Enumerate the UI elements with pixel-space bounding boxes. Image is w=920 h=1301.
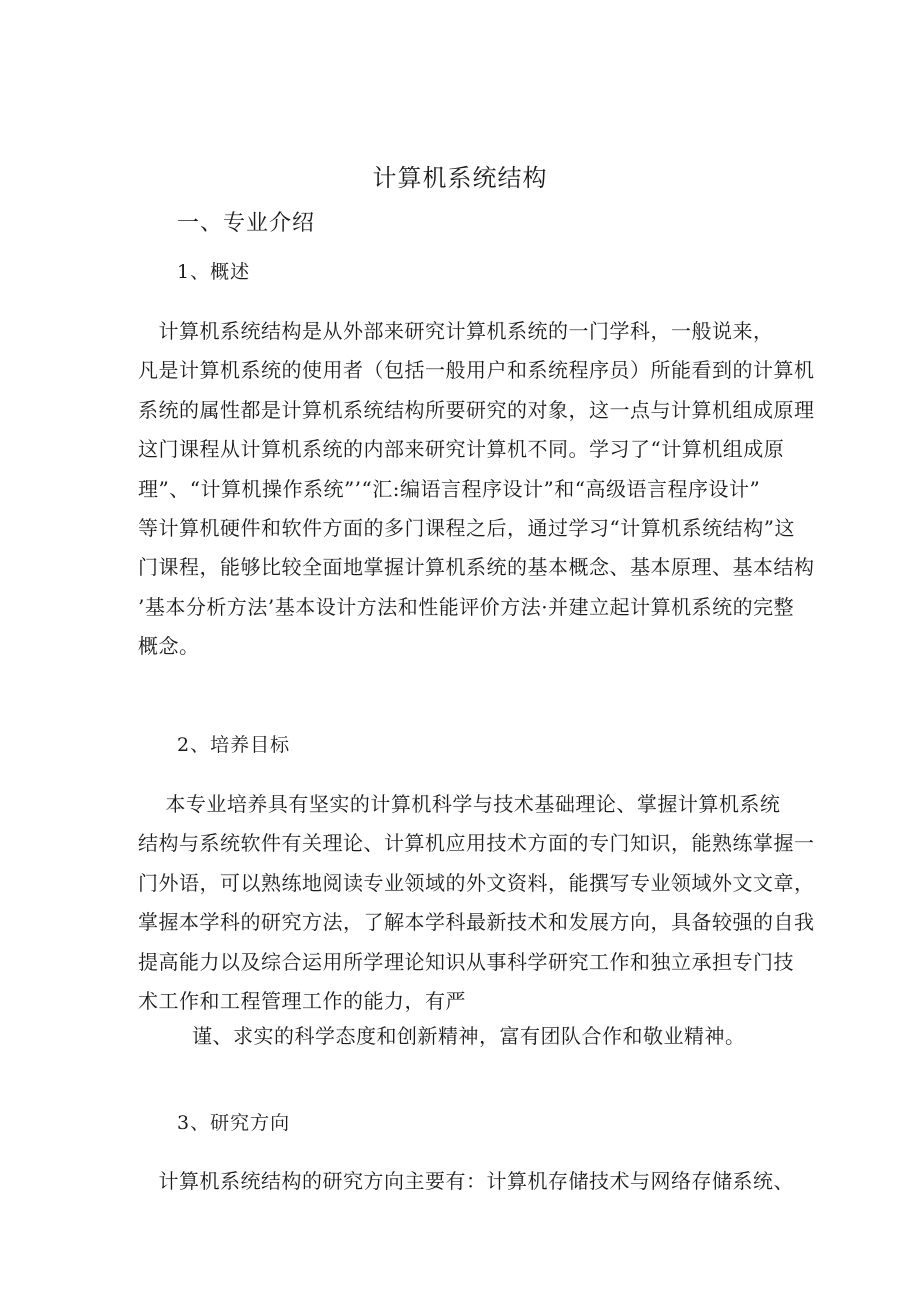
paragraph-line: 概念。 [138,634,200,659]
paragraph-line: 等计算机硬件和软件方面的多门课程之后，通过学习“计算机系统结构”这 [138,516,795,541]
paragraph-line: 本专业培养具有坚实的计算机科学与技术基础理论、掌握计算机系统 [138,792,781,816]
paragraph-line: ’基本分析方法’基本设计方法和性能评价方法·并建立起计算机系统的完整 [138,594,795,619]
goals-paragraph [138,785,815,1021]
paragraph-line: 计算机系统结构是从外部来研究计算机系统的一门学科，一般说来， [138,319,774,343]
document-title: 计算机系统结构 [372,164,548,192]
subsection-heading-overview: 1、概述 [177,261,251,283]
paragraph-line: 掌握本学科的研究方法，了解本学科最新技术和发展方向，具备较强的自我 [138,910,815,935]
overview-paragraph [138,312,815,667]
paragraph-line: 系统的属性都是计算机系统结构所要研究的对象，这一点与计算机组成原理 [138,397,815,422]
paragraph-line: 门外语，可以熟练地阅读专业领域的外文资料，能撰写专业领域外文文章， [138,870,815,895]
goals-continuation [192,1017,792,1056]
paragraph-line: 术工作和工程管理工作的能力，有严 [138,989,466,1014]
section-heading-intro: 一、专业介绍 [177,211,316,236]
paragraph-line: 这门课程从计算机系统的内部来研究计算机不同。学习了“计算机组成原 [138,437,785,462]
paragraph-line: 计算机系统结构的研究方向主要有：计算机存储技术与网络存储系统、 [138,1169,794,1193]
paragraph-line: 门课程，能够比较全面地掌握计算机系统的基本概念、基本原理、基本结构 [138,555,815,580]
paragraph-line: 谨、求实的科学态度和创新精神，富有团队合作和敬业精神。 [192,1024,746,1048]
paragraph-line: 提高能力以及综合运用所学理论知识从事科学研究工作和独立承担专门技 [138,949,794,974]
paragraph-line: 理”、“计算机操作系统”’“汇:编语言程序设计”和“高级语言程序设计” [138,476,761,501]
subsection-heading-research: 3、研究方向 [177,1112,291,1134]
paragraph-line: 结构与系统软件有关理论、计算机应用技术方面的专门知识，能熟练掌握一 [138,831,815,856]
subsection-heading-goals: 2、培养目标 [177,734,291,756]
research-paragraph [138,1162,798,1201]
paragraph-line: 凡是计算机系统的使用者（包括一般用户和系统程序员）所能看到的计算机 [138,358,815,383]
